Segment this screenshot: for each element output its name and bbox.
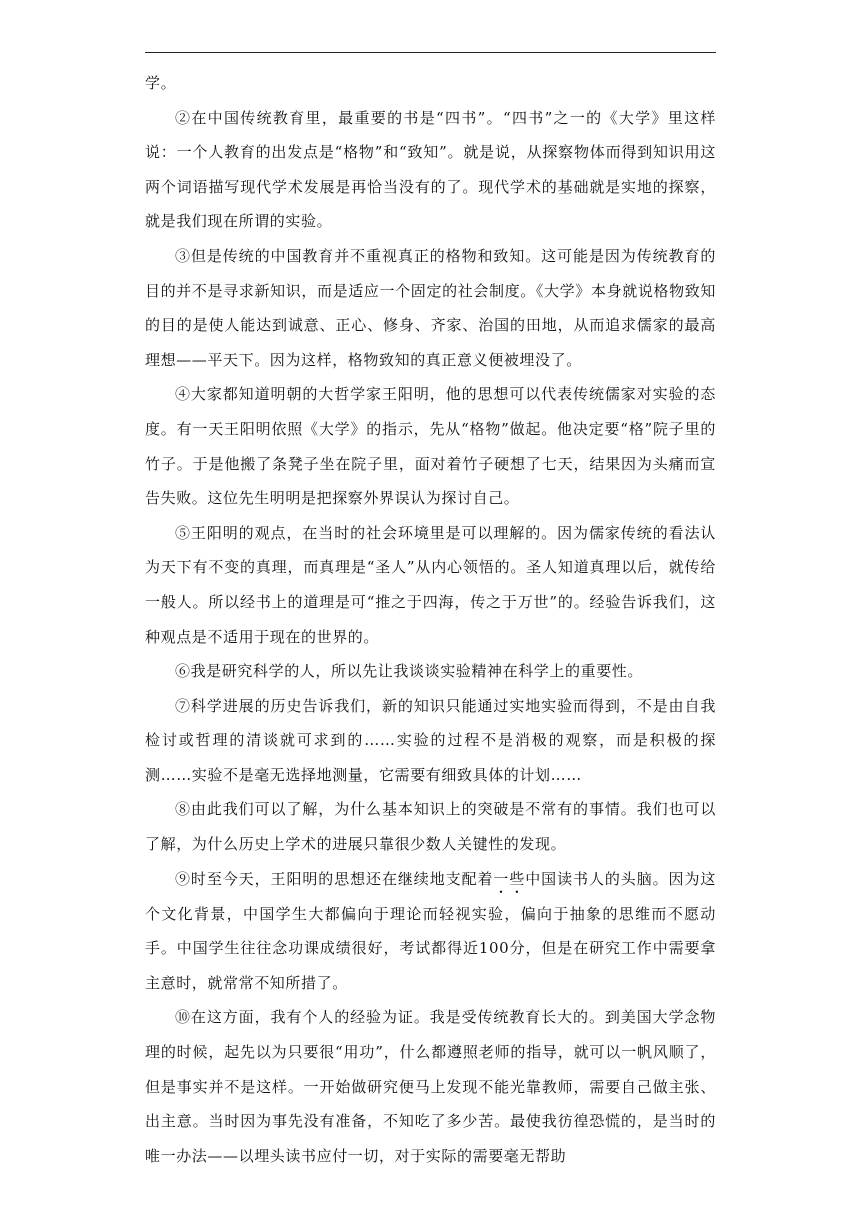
paragraph-7: ⑦科学进展的历史告诉我们，新的知识只能通过实地实验而得到，不是由自我检讨或哲理的清谈就可求到的……实验的过程不是消极的观察，而是积极的探测……实验不是毫无选择地测量，它需要有细致具体的计划…… bbox=[145, 696, 716, 784]
paragraph-9 bbox=[145, 862, 716, 1001]
paragraph-2: ②在中国传统教育里，最重要的书是“四书”。“四书”之一的《大学》里这样说：一个人教育的出发点是“格物”和“致知”。就是说，从探察物体而得到知识用这两个词语描写现代学术发展是再恰当没有的了。现代学术的基础就是实地的探察，就是我们现在所谓的实验。 bbox=[145, 108, 716, 231]
paragraph-9-after: 中国读书人的头脑。因为这个文化背景，中国学生大都偏向于理论而轻视实验，偏向于抽象的思维而不愿动手。中国学生往往念功课成绩很好，考试都得近100分，但是在研究工作中需要拿主意时，就常常不知所措了。 bbox=[145, 869, 716, 992]
paragraph-5: ⑤王阳明的观点，在当时的社会环境里是可以理解的。因为儒家传统的看法认为天下有不变的真理，而真理是“圣人”从内心领悟的。圣人知道真理以后，就传给一般人。所以经书上的道理是可“推之于四海，传之于万世”的。经验告诉我们，这种观点是不适用于现在的世界的。 bbox=[145, 523, 716, 646]
paragraph-10: ⑩在这方面，我有个人的经验为证。我是受传统教育长大的。到美国大学念物理的时候，起先以为只要很“用功”，什么都遵照老师的指导，就可以一帆风顺了，但是事实并不是这样。一开始做研究便马上发现不能光靠教师，需要自己做主张、出主意。当时因为事先没有准备，不知吃了多少苦。最使我彷徨恐慌的，是当时的唯一办法——以埋头读书应付一切，对于实际的需要毫无帮助 bbox=[145, 1008, 716, 1165]
paragraph-9-before: ⑨时至今天，王阳明的思想还在继续地支配着 bbox=[175, 869, 494, 888]
paragraph-6: ⑥我是研究科学的人，所以先让我谈谈实验精神在科学上的重要性。 bbox=[175, 662, 644, 681]
article-body bbox=[145, 66, 716, 1173]
paragraph-continuation: 学。 bbox=[145, 74, 177, 92]
header-rule bbox=[145, 52, 716, 53]
paragraph-4: ④大家都知道明朝的大哲学家王阳明，他的思想可以代表传统儒家对实验的态度。有一天王阳明依照《大学》的指示，先从“格物”做起。他决定要“格”院子里的竹子。于是他搬了条凳子坐在院子里，面对着竹子硬想了七天，结果因为头痛而宣告失败。这位先生明明是把探察外界误认为探讨自己。 bbox=[145, 385, 716, 508]
emphasized-phrase: 一些 bbox=[493, 869, 526, 888]
paragraph-8: ⑧由此我们可以了解，为什么基本知识上的突破是不常有的事情。我们也可以了解，为什么历史上学术的进展只靠很少数人关键性的发现。 bbox=[145, 800, 716, 854]
paragraph-3: ③但是传统的中国教育并不重视真正的格物和致知。这可能是因为传统教育的目的并不是寻求新知识，而是适应一个固定的社会制度。《大学》本身就说格物致知的目的是使人能达到诚意、正心、修身、齐家、治国的田地，从而追求儒家的最高理想——平天下。因为这样，格物致知的真正意义便被埋没了。 bbox=[145, 246, 716, 369]
